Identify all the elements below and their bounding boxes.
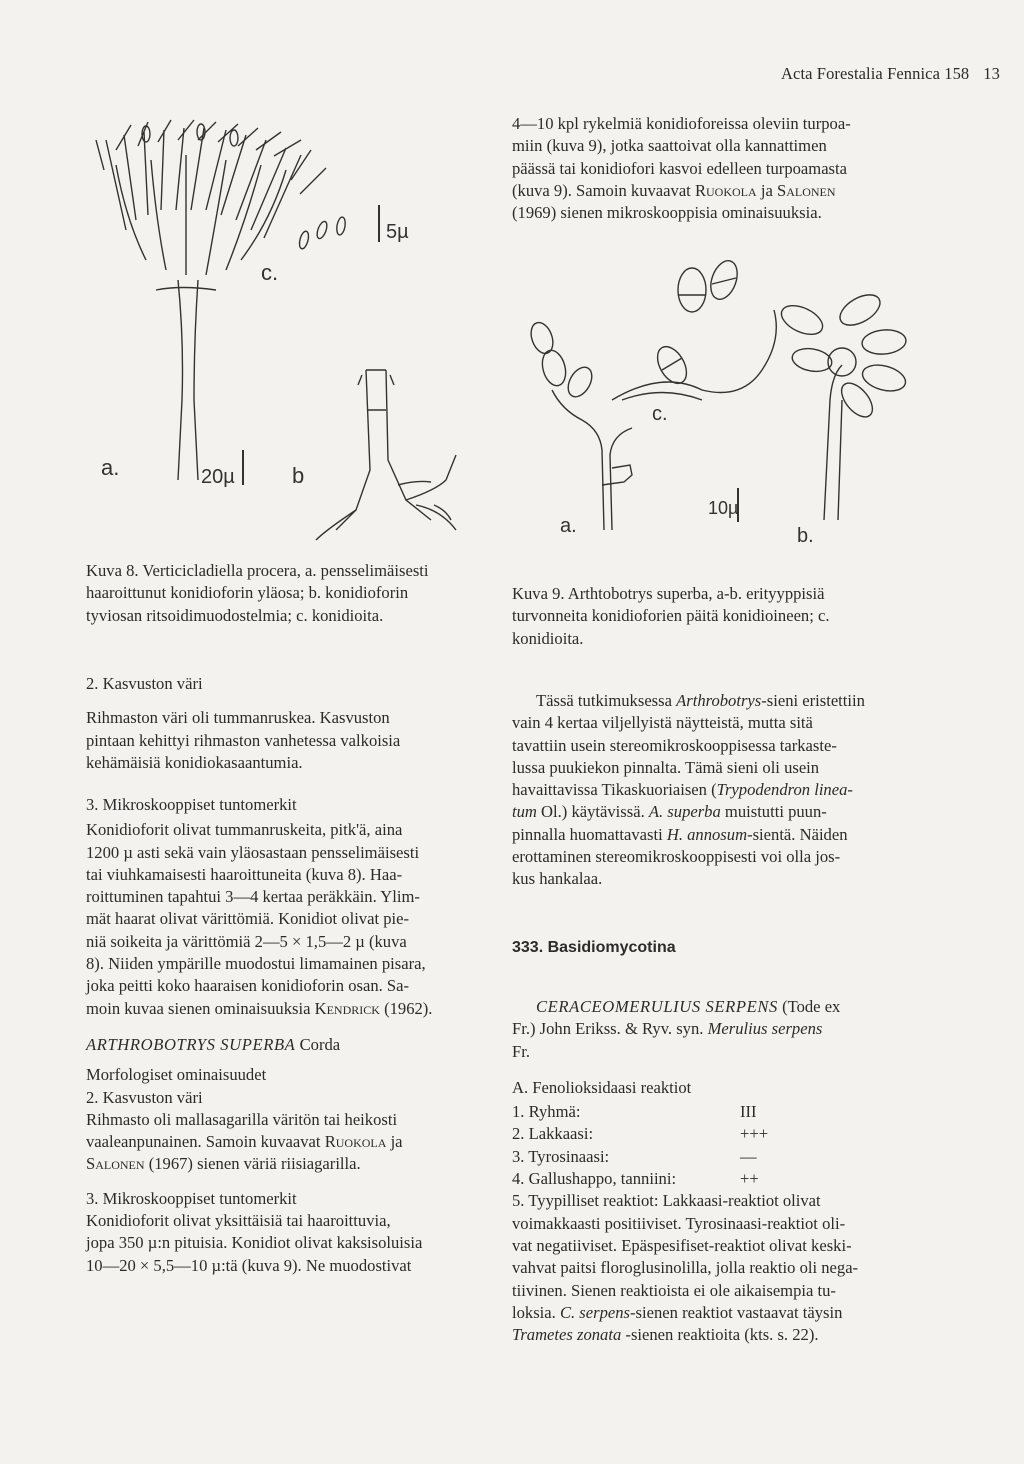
subheading: A. Fenolioksidaasi reaktiot [512,1077,692,1097]
reaction-key: 1. Ryhmä: [512,1102,581,1122]
paragraph-line [86,998,496,1020]
journal-title: Acta Forestalia Fennica 158 [781,64,970,83]
paragraph-line [512,1302,924,1324]
paragraph-line [86,1131,496,1153]
reaction-value: — [740,1146,757,1166]
paragraph-line: vat negatiiviset. Epäspesifiset-reaktiot olivat keski- [512,1235,852,1255]
species-title [512,996,924,1018]
author-name: Salonen [776,180,836,200]
species-author: Corda [295,1035,341,1054]
text-run: havaittavissa Tikaskuoriaisen ( [512,780,717,800]
fig9-scale: 10µ [708,498,739,518]
paragraph-line: kus hankalaa. [512,869,603,889]
text-run: ja [386,1132,403,1152]
basidiomycotina-section [512,937,924,959]
paragraph-line: voimakkaasti positiiviset. Tyrosinaasi-reaktiot oli- [512,1213,846,1233]
paragraph-line: Rihmaston väri oli tummanruskea. Kasvuston [86,708,390,728]
text-run: -sienen reaktiot vastaavat täysin [630,1302,843,1322]
page-number: 13 [983,64,1000,83]
text-run: pinnalla huomattavasti [512,824,667,844]
figure-8-caption [86,560,496,627]
caption-line: turvonneita konidioforien päitä konidioineen; c. [512,606,830,626]
fig8-scale-c: 5µ [386,221,409,243]
paragraph-line: joka peitti koko haaraisen konidioforin osan. Sa- [86,976,410,996]
paragraph-line: vain 4 kertaa viljellyistä näytteistä, mutta sitä [512,713,813,733]
paragraph-line: mät haarat olivat värittömiä. Konidiot olivat pie- [86,909,410,929]
paragraph-line: Rihmasto oli mallasagarilla väritön tai heikosti [86,1109,398,1129]
section-heading: 333. Basidiomycotina [512,939,676,956]
text-run: (kuva 9). Samoin kuvaavat [512,180,695,200]
text-run: (Tode ex [777,997,841,1016]
caption-line: haaroittunut konidioforin yläosa; b. konidioforin [86,583,409,603]
paragraph-line: pintaan kehittyi rihmaston vanhetessa valkoisia [86,730,401,750]
reaction-key: 3. Tyrosinaasi: [512,1146,610,1166]
fig8-brush-outline [116,155,286,275]
arthrobotrys-section [86,1034,496,1277]
fig8-rhizoid [336,370,431,530]
fig8-label-a: a. [101,455,120,480]
paragraph-line: 4—10 kpl rykelmiä konidioforeissa oleviin turpoa- [512,114,851,133]
figure-9-drawing [512,250,922,550]
text-run: moin kuvaa sienen ominaisuuksia [86,998,315,1018]
reaction-value: ++ [740,1169,759,1189]
fig8-conidium [230,130,238,146]
text-run: Fr.) John Erikss. & Ryv. syn. [512,1019,708,1039]
paragraph-line [512,1018,924,1040]
author-name: Kendrick [314,998,380,1018]
text-run: -sientä. Näiden [747,824,848,844]
paragraph-line: jopa 350 µ:n pituisia. Konidiot olivat kaksisoluisia [86,1233,423,1253]
species-italic: Trametes zonata [512,1325,622,1345]
fig9-conidiophore-b [824,365,842,520]
caption-line: tyviosan ritsoidimuodostelmia; c. konidioita. [86,605,384,625]
fig8-label-b: b [292,463,305,488]
subheading: Morfologiset ominaisuudet [86,1065,267,1085]
species-italic: Arthrobotrys [676,691,762,710]
fig8-label-c: c. [261,260,279,285]
paragraph-line [512,1324,924,1346]
paragraph-line [512,180,924,202]
paragraph-line: 5. Tyypilliset reaktiot: Lakkaasi-reaktiot olivat [512,1191,821,1211]
fig9-label-b: b. [797,525,814,547]
caption-line [86,560,496,582]
caption-line: konidioita. [512,628,584,648]
reaction-row [512,1146,924,1168]
section-heading: 2. Kasvuston väri [86,674,203,693]
reaction-row [512,1168,924,1190]
top-paragraph [512,113,924,224]
reaction-key: 4. Gallushappo, tanniini: [512,1169,677,1189]
fig9-label-a: a. [560,515,577,537]
caption-text: Kuva 8. Verticicladiella procera, a. pensselimäisesti [86,561,429,580]
species-name: ARTHROBOTRYS SUPERBA [86,1035,296,1054]
paragraph-line: kehämäisiä konidiokasaantumia. [86,752,303,772]
reaction-value: III [740,1102,757,1122]
paragraph-line: Konidioforit olivat tummanruskeita, pitk'ä, aina [86,820,403,840]
text-run: -sieni eristettiin [761,691,865,710]
text-run: loksia. [512,1302,560,1322]
reaction-key: 2. Lakkaasi: [512,1124,594,1144]
section-heading: 3. Mikroskooppiset tuntomerkit [86,1188,297,1208]
figure-9-caption [512,583,924,650]
text-run: Tässä tutkimuksessa [536,691,677,710]
paragraph-line: tai viuhkamaisesti haaroittuneita (kuva 8). Haa- [86,864,403,884]
paragraph-line: Fr. [512,1041,530,1061]
species-italic: tum [512,802,537,822]
text-run: (1962). [379,998,433,1018]
paragraph-line: päässä tai konidiofori kasvoi edelleen turpoamasta [512,158,847,178]
paragraph-line: Konidioforit olivat yksittäisiä tai haaroittuvia, [86,1211,391,1231]
author-name: Ruokola [694,180,757,200]
text-run: Ol.) käytävissä. [536,802,649,822]
species-italic: A. superba [648,802,721,822]
text-run: muistutti puun- [720,802,827,822]
caption-line: Kuva 9. Arthtobotrys superba, a-b. erityyppisiä [512,584,825,603]
paragraph-line [512,824,924,846]
paragraph-line: erottaminen stereomikroskooppisesti voi olla jos- [512,847,841,867]
fig8-stipe [178,280,198,480]
figure-8 [86,110,496,550]
section-heading: 3. Mikroskooppiset tuntomerkit [86,795,297,814]
ceraceomerulius-section [512,996,924,1346]
paragraph-line: 10—20 × 5,5—10 µ:tä (kuva 9). Ne muodostivat [86,1255,412,1275]
author-name: Salonen [86,1154,145,1174]
fig8-scale-a: 20µ [201,466,235,488]
text-run: ja [756,180,777,200]
paragraph-line: tavattiin usein stereomikroskooppisessa tarkaste- [512,735,837,755]
paragraph-line [86,1153,496,1175]
paragraph-line [512,779,924,801]
author-name: Ruokola [324,1132,387,1152]
paragraph-line: vahvat paitsi floroglusinolilla, jolla reaktio oli nega- [512,1258,859,1278]
paragraph-line [512,801,924,823]
paragraph-line: 8). Niiden ympärille muodostui limamainen pisara, [86,954,426,974]
figure-9 [512,250,922,550]
paragraph-line: tiivinen. Sienen reaktioista ei ole aikaisempia tu- [512,1280,836,1300]
species-italic: Trypodendron linea- [716,780,853,800]
figure-8-drawing [86,110,496,550]
reaction-value: +++ [740,1124,769,1144]
paragraph-line: roittuminen tapahtui 3—4 kertaa peräkkäin. Ylim- [86,887,420,907]
paragraph-line: miin (kuva 9), jotka saattoivat olla kannattimen [512,136,827,156]
species-italic: C. serpens [559,1302,630,1322]
species-italic: H. annosum [666,824,748,844]
species-title [86,1034,496,1056]
text-run: -sienen reaktioita (kts. s. 22). [621,1325,819,1345]
paragraph-line: lussa puukiekon pinnalta. Tämä sieni oli usein [512,757,820,777]
reaction-row [512,1123,924,1145]
study-paragraph [512,690,924,891]
paragraph-line: niä soikeita ja värittömiä 2—5 × 1,5—2 µ (kuva [86,931,407,951]
paragraph-line: 1200 µ asti sekä vain yläosastaan pensselimäisesti [86,842,420,862]
paragraph-line: (1969) sienen mikroskooppisia ominaisuuksia. [512,203,822,223]
fig9-conidiophore-a [552,390,632,530]
section-heading: 2. Kasvuston väri [86,1087,203,1107]
text-run: vaaleanpunainen. Samoin kuvaavat [86,1132,325,1152]
running-header [640,64,1000,84]
species-italic: Merulius serpens [707,1019,823,1039]
section-microscopy [86,794,496,1020]
text-run: (1967) sienen väriä riisiagarilla. [144,1154,361,1174]
reaction-row [512,1101,924,1123]
section-color [86,673,496,774]
species-name: CERACEOMERULIUS SERPENS [536,997,778,1016]
paragraph-line [512,690,924,712]
fig9-label-c: c. [652,403,668,425]
